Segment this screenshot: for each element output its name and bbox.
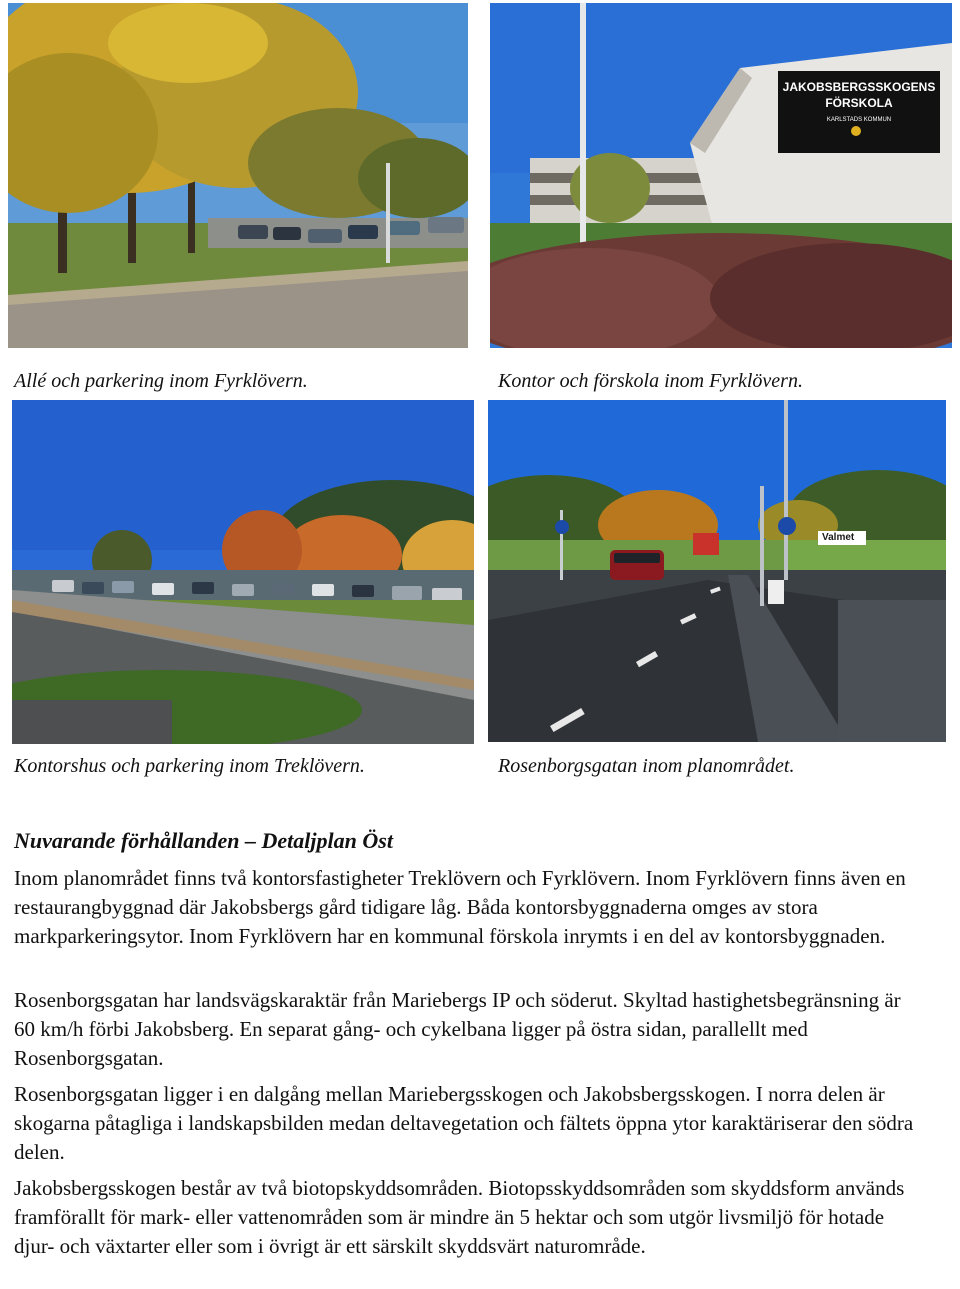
photo-kontorshus-parkering	[12, 400, 474, 744]
photo-caption-1: Allé och parkering inom Fyrklövern.	[14, 370, 308, 392]
sign-line-3: KARLSTADS KOMMUN	[826, 117, 892, 123]
photo-rosenborgsgatan	[488, 400, 946, 742]
sign-line-2: FÖRSKOLA	[825, 96, 893, 110]
section-heading: Nuvarande förhållanden – Detaljplan Öst	[14, 828, 393, 853]
paragraph-3: Rosenborgsgatan ligger i en dalgång mellan Mariebergsskogen och Jakobsbergsskogen. I norra delen är skogarna påtagliga i landskapsbilden medan deltavegetation och fältets öppna ytor karaktäriserar den södra delen.	[14, 1082, 914, 1164]
photo-caption-2: Kontor och förskola inom Fyrklövern.	[498, 370, 803, 392]
valmet-sign: Valmet	[822, 532, 855, 543]
photo-caption-3: Kontorshus och parkering inom Treklövern.	[14, 755, 365, 777]
photo-caption-4: Rosenborgsgatan inom planområdet.	[498, 755, 795, 777]
paragraph-4: Jakobsbergsskogen består av två biotopskyddsområden. Biotopsskyddsområden som skyddsform används framförallt för mark- eller vattenområden som är mindre än 5 hektar och som utgör livsmiljö för hotade djur- och växtarter eller som i övrigt är ett särskilt skyddsvärt naturområde.	[14, 1176, 905, 1258]
photo-alle-parking	[8, 3, 468, 348]
sign-line-1: JAKOBSBERGSSKOGENS	[782, 80, 936, 94]
paragraph-1: Inom planområdet finns två kontorsfastigheter Treklövern och Fyrklövern. Inom Fyrklövern finns även en restaurangbyggnad där Jakobsbergs gård tidigare låg. Båda kontorsbyggnaderna omges av stora markparkeringsytor. Inom Fyrklövern har en kommunal förskola inrymts i en del av kontorsbyggnaden.	[14, 866, 906, 948]
photo-kontor-forskola	[490, 3, 952, 348]
paragraph-2: Rosenborgsgatan har landsvägskaraktär från Mariebergs IP och söderut. Skyltad hastighetsbegränsning är 60 km/h förbi Jakobsberg. En separat gång- och cykelbana ligger på östra sidan, parallellt med Rosenborgsgatan.	[14, 988, 901, 1070]
